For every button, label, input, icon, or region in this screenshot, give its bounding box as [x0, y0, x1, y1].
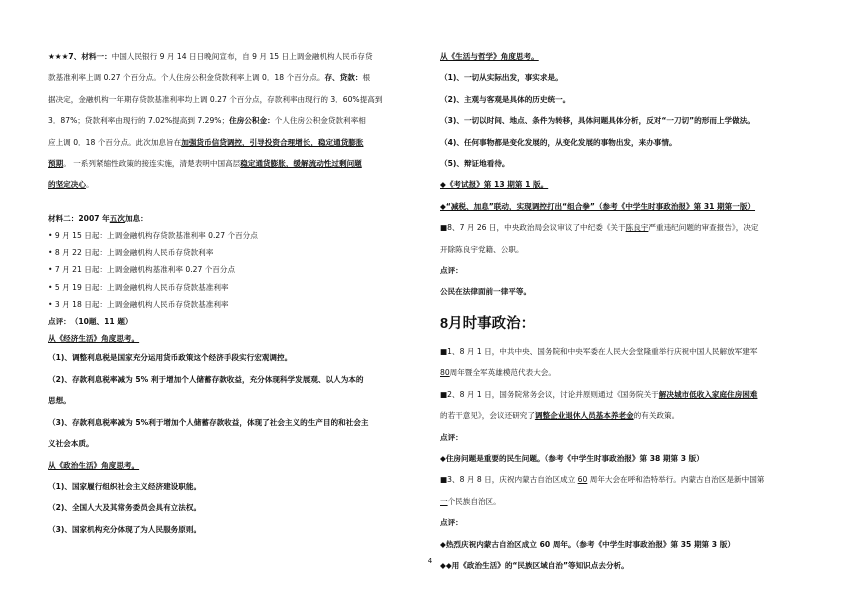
left-column: [48, 46, 428, 540]
right-column: [440, 46, 812, 576]
section-heading: 8月时事政治：: [440, 315, 536, 332]
reference-1: ◆《考试报》第 13 期第 1 版。: [440, 180, 549, 190]
list-item: • 3 月 18 日起：上调金融机构人民币存贷款基准利率: [48, 296, 428, 313]
page-number: 4: [427, 557, 433, 565]
housing-fund-label: 住房公积金：: [229, 116, 275, 126]
news-item-8-cont: 开除陈良宇党籍、公职。: [440, 244, 524, 254]
news-item-1: ■1、8 月 1 日，中共中央、国务院和中央军委在人民大会堂隆重举行庆祝中国人民解放军建军: [440, 346, 758, 356]
econ-point: （1)、调整利息税是国家充分运用货币政策这个经济手段实行宏观调控。: [48, 353, 293, 363]
text: ■8、7 月 26 日，中央政治局会议审议了中纪委《关于: [440, 223, 626, 233]
text: 材料二：2007 年: [48, 213, 110, 223]
review-label: 点评：: [440, 432, 463, 442]
review-label: 点评：: [440, 266, 463, 276]
underlined-text: 陈良宇: [625, 223, 649, 233]
text: 的若干意见》，会议还研究了: [440, 411, 535, 421]
underlined-text: 80: [440, 368, 450, 378]
news-item-2: [440, 384, 812, 405]
econ-point-cont: 思想。: [48, 396, 71, 406]
text: 个人住房公积金贷款利率相: [274, 116, 366, 126]
text: 。 一系列紧缩性政策的接连实施，清楚表明中国高层: [63, 159, 241, 169]
text: 加息：: [124, 213, 148, 223]
text: 个民族自治区。: [447, 496, 501, 506]
material-1-line-2: [48, 67, 428, 88]
text: 周年大会在呼和浩特举行。内蒙古自治区是新中国第: [587, 475, 765, 485]
text: 周年暨全军英雄模范代表大会。: [449, 368, 556, 378]
politics-point: （1)、国家履行组织社会主义经济建设职能。: [48, 481, 202, 491]
politics-point: （2)、全国人大及其常务委员会具有立法权。: [48, 503, 202, 513]
underlined-text: 预期: [48, 159, 64, 169]
underlined-text: 加强货币信贷调控，引导投资合理增长，稳定通货膨胀: [181, 137, 364, 147]
list-item: • 5 月 19 日起：上调金融机构人民币存贷款基准利率: [48, 279, 428, 296]
news-item-2-cont: [440, 405, 812, 426]
underlined-text: 稳定通货膨胀，缓解流动性过剩问题: [240, 159, 362, 169]
philosophy-point: （5)、辩证地看待。: [440, 159, 510, 169]
philosophy-point: （2)、主观与客观是具体的历史统一。: [440, 94, 571, 104]
politics-point: （3)、国家机构充分体现了为人民服务原则。: [48, 524, 202, 534]
underlined-text: 60: [577, 475, 588, 485]
econ-title: 从《经济生活》角度思考。: [48, 334, 140, 344]
news-item-3-cont: [440, 491, 812, 512]
underlined-text: 调整企业退休人员基本养老金: [534, 411, 634, 421]
text: 款基准利率上调 0.27 个百分点。个人住房公积金贷款利率上调 0．18 个百分点。: [48, 73, 325, 83]
review-text: ◆住房问题是重要的民生问题。（参考《中学生时事政治报》第 38 期第 3 版）: [440, 453, 704, 463]
material-1-line-1: [48, 46, 428, 67]
material-1-line-7: [48, 174, 428, 195]
econ-point: （3)、存款利息税率减为 5%利于增加个人储蓄存款收益，体现了社会主义的生产目的和社会主: [48, 417, 369, 427]
text: 的有关政策。: [633, 411, 680, 421]
text: 中国人民银行 9 月 14 日日晚间宣布，自 9 月 15 日上调金融机构人民币存贷: [111, 52, 373, 61]
econ-point: （2)、存款利息税率减为 5% 利于增加个人储蓄存款收益，充分体现科学发展观、以人为本的: [48, 374, 364, 384]
news-item-3: [440, 469, 812, 490]
deposit-loan-label: 存、贷款：: [324, 73, 363, 83]
text: ■2、8 月 1 日，国务院常务会议，讨论并原则通过《国务院关于: [440, 389, 659, 399]
philosophy-title: 从《生活与哲学》角度思考。: [440, 52, 539, 61]
list-item: • 7 月 21 日起：上调金融机构基准利率 0.27 个百分点: [48, 261, 428, 278]
review-text: ◆热烈庆祝内蒙古自治区成立 60 周年。（参考《中学生时事政治报》第 35 期第 3 版）: [440, 539, 735, 549]
underlined-text: 一: [440, 496, 448, 506]
philosophy-point: （4)、任何事物都是变化发展的，从变化发展的事物出发，来办事情。: [440, 137, 677, 147]
news-item-1-cont: [440, 362, 812, 383]
politics-title: 从《政治生活》角度思考。: [48, 460, 140, 470]
underlined-text: 解决城市低收入家庭住房困难: [658, 389, 758, 399]
material-1-line-6: [48, 153, 428, 174]
material-1-line-5: [48, 132, 428, 153]
review-text: ◆◆用《政治生活》的“民族区域自治”等知识点去分析。: [440, 560, 629, 570]
text: 。: [85, 180, 94, 190]
econ-point-cont: 义社会本质。: [48, 439, 94, 449]
text: ■3、8 月 8 日，庆祝内蒙古自治区成立: [440, 475, 578, 485]
review-text: 公民在法律面前一律平等。: [440, 287, 532, 297]
text: 根: [362, 73, 371, 83]
material-1-line-3: 据决定，金融机构一年期存贷款基准利率均上调 0.27 个百分点，存款利率由现行的 3．60%提高到: [48, 94, 383, 104]
philosophy-point: （3)、一切以时间、地点、条件为转移，具体问题具体分析，反对“一刀切”的形而上学做法。: [440, 116, 755, 126]
material-1-line-4: [48, 110, 428, 131]
text: 3．87%；贷款利率由现行的 7.02%提高到 7.29%；: [48, 116, 230, 126]
underlined-text: 五次: [109, 213, 125, 223]
material-2-label: [48, 210, 428, 227]
text: 严重违纪问题的审查报告》，决定: [648, 223, 759, 233]
underlined-text: 的坚定决心: [48, 180, 86, 190]
reference-2: ◆“减税、加息”联动，实现调控打出“组合拳”（参考《中学生时事政治报》第 31 期第一版）: [440, 201, 756, 211]
review-label: 点评：: [440, 518, 463, 528]
philosophy-point: （1)、一切从实际出发，事实求是。: [440, 73, 563, 83]
review-label: 点评： （10题、11 题）: [48, 317, 133, 327]
text: 应上调 0．18 个百分点。此次加息旨在: [48, 137, 182, 147]
list-item: • 8 月 22 日起：上调金融机构人民币存贷款利率: [48, 244, 428, 261]
news-item-8: [440, 217, 812, 238]
star-rating: ★★★7、: [48, 52, 82, 61]
material-1-label: 材料一：: [81, 52, 112, 61]
list-item: • 9 月 15 日起：上调金融机构存贷款基准利率 0.27 个百分点: [48, 227, 428, 244]
spacer: [48, 196, 428, 210]
